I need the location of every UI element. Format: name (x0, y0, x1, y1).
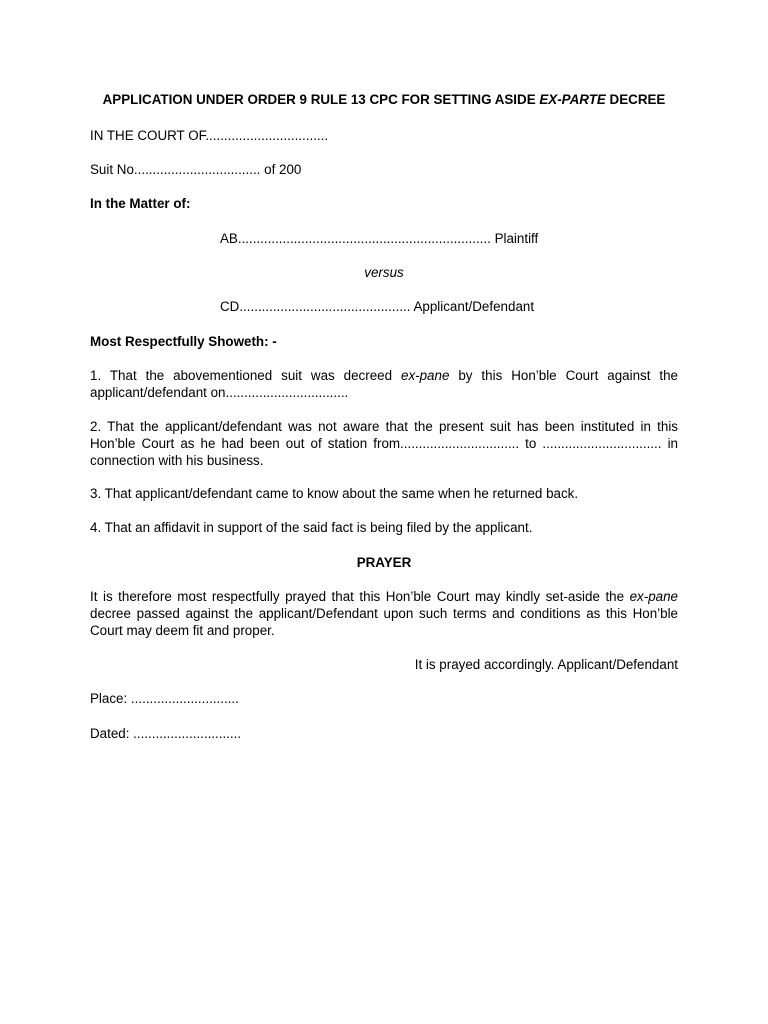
place-line: Place: ............................. (90, 691, 239, 706)
versus-text: versus (364, 265, 404, 280)
prayer-line-1 (90, 589, 678, 606)
title-italic-text: EX-PARTE (539, 92, 606, 107)
paragraph-1 (90, 368, 678, 402)
defendant-line: CD.............................................. Applicant/Defendant (220, 299, 535, 314)
paragraph-2 (90, 419, 678, 470)
versus-label (90, 265, 678, 282)
matter-heading: In the Matter of: (90, 196, 191, 211)
prayer-italic: ex-pane (629, 589, 678, 604)
prayer-line-2: decree passed against the applicant/Defendant upon such terms and conditions as this Hon’ble (90, 605, 678, 621)
court-line: IN THE COURT OF................................. (90, 128, 329, 143)
prayed-accordingly-line: It is prayed accordingly. Applicant/Defendant (414, 657, 678, 672)
prayer-heading: PRAYER (356, 555, 412, 570)
suit-number-line: Suit No.................................. of 200 (90, 162, 302, 177)
dated-line: Dated: ............................. (90, 726, 242, 741)
prayer-paragraph (90, 589, 678, 640)
paragraph-1-text-end: by this Hon’ble Court against the (449, 368, 678, 383)
paragraph-1-line-2: applicant/defendant on................................. (90, 384, 349, 400)
title-text-end: DECREE (605, 92, 666, 107)
paragraph-1-text: 1. That the abovementioned suit was decreed (90, 368, 401, 383)
title-text: APPLICATION UNDER ORDER 9 RULE 13 CPC FOR SETTING ASIDE (102, 92, 540, 107)
document-title (60, 92, 708, 109)
paragraph-1-italic: ex-pane (401, 368, 450, 383)
prayer-text: It is therefore most respectfully prayed that this Hon’ble Court may kindly set-aside the (90, 589, 630, 604)
paragraph-2-line-3: connection with his business. (90, 452, 264, 468)
paragraph-1-line-1 (90, 368, 678, 385)
showeth-heading: Most Respectfully Showeth: - (90, 334, 277, 349)
paragraph-3: 3. That applicant/defendant came to know about the same when he returned back. (90, 486, 579, 501)
plaintiff-line: AB.................................................................... Plaintiff (220, 231, 539, 246)
paragraph-2-line-2: Hon’ble Court as he had been out of station from................................ to ................................ in (90, 435, 678, 451)
paragraph-4: 4. That an affidavit in support of the said fact is being filed by the applicant. (90, 520, 533, 535)
paragraph-2-line-1: 2. That the applicant/defendant was not aware that the present suit has been instituted in this (90, 419, 678, 434)
prayer-line-3: Court may deem fit and proper. (90, 622, 275, 638)
